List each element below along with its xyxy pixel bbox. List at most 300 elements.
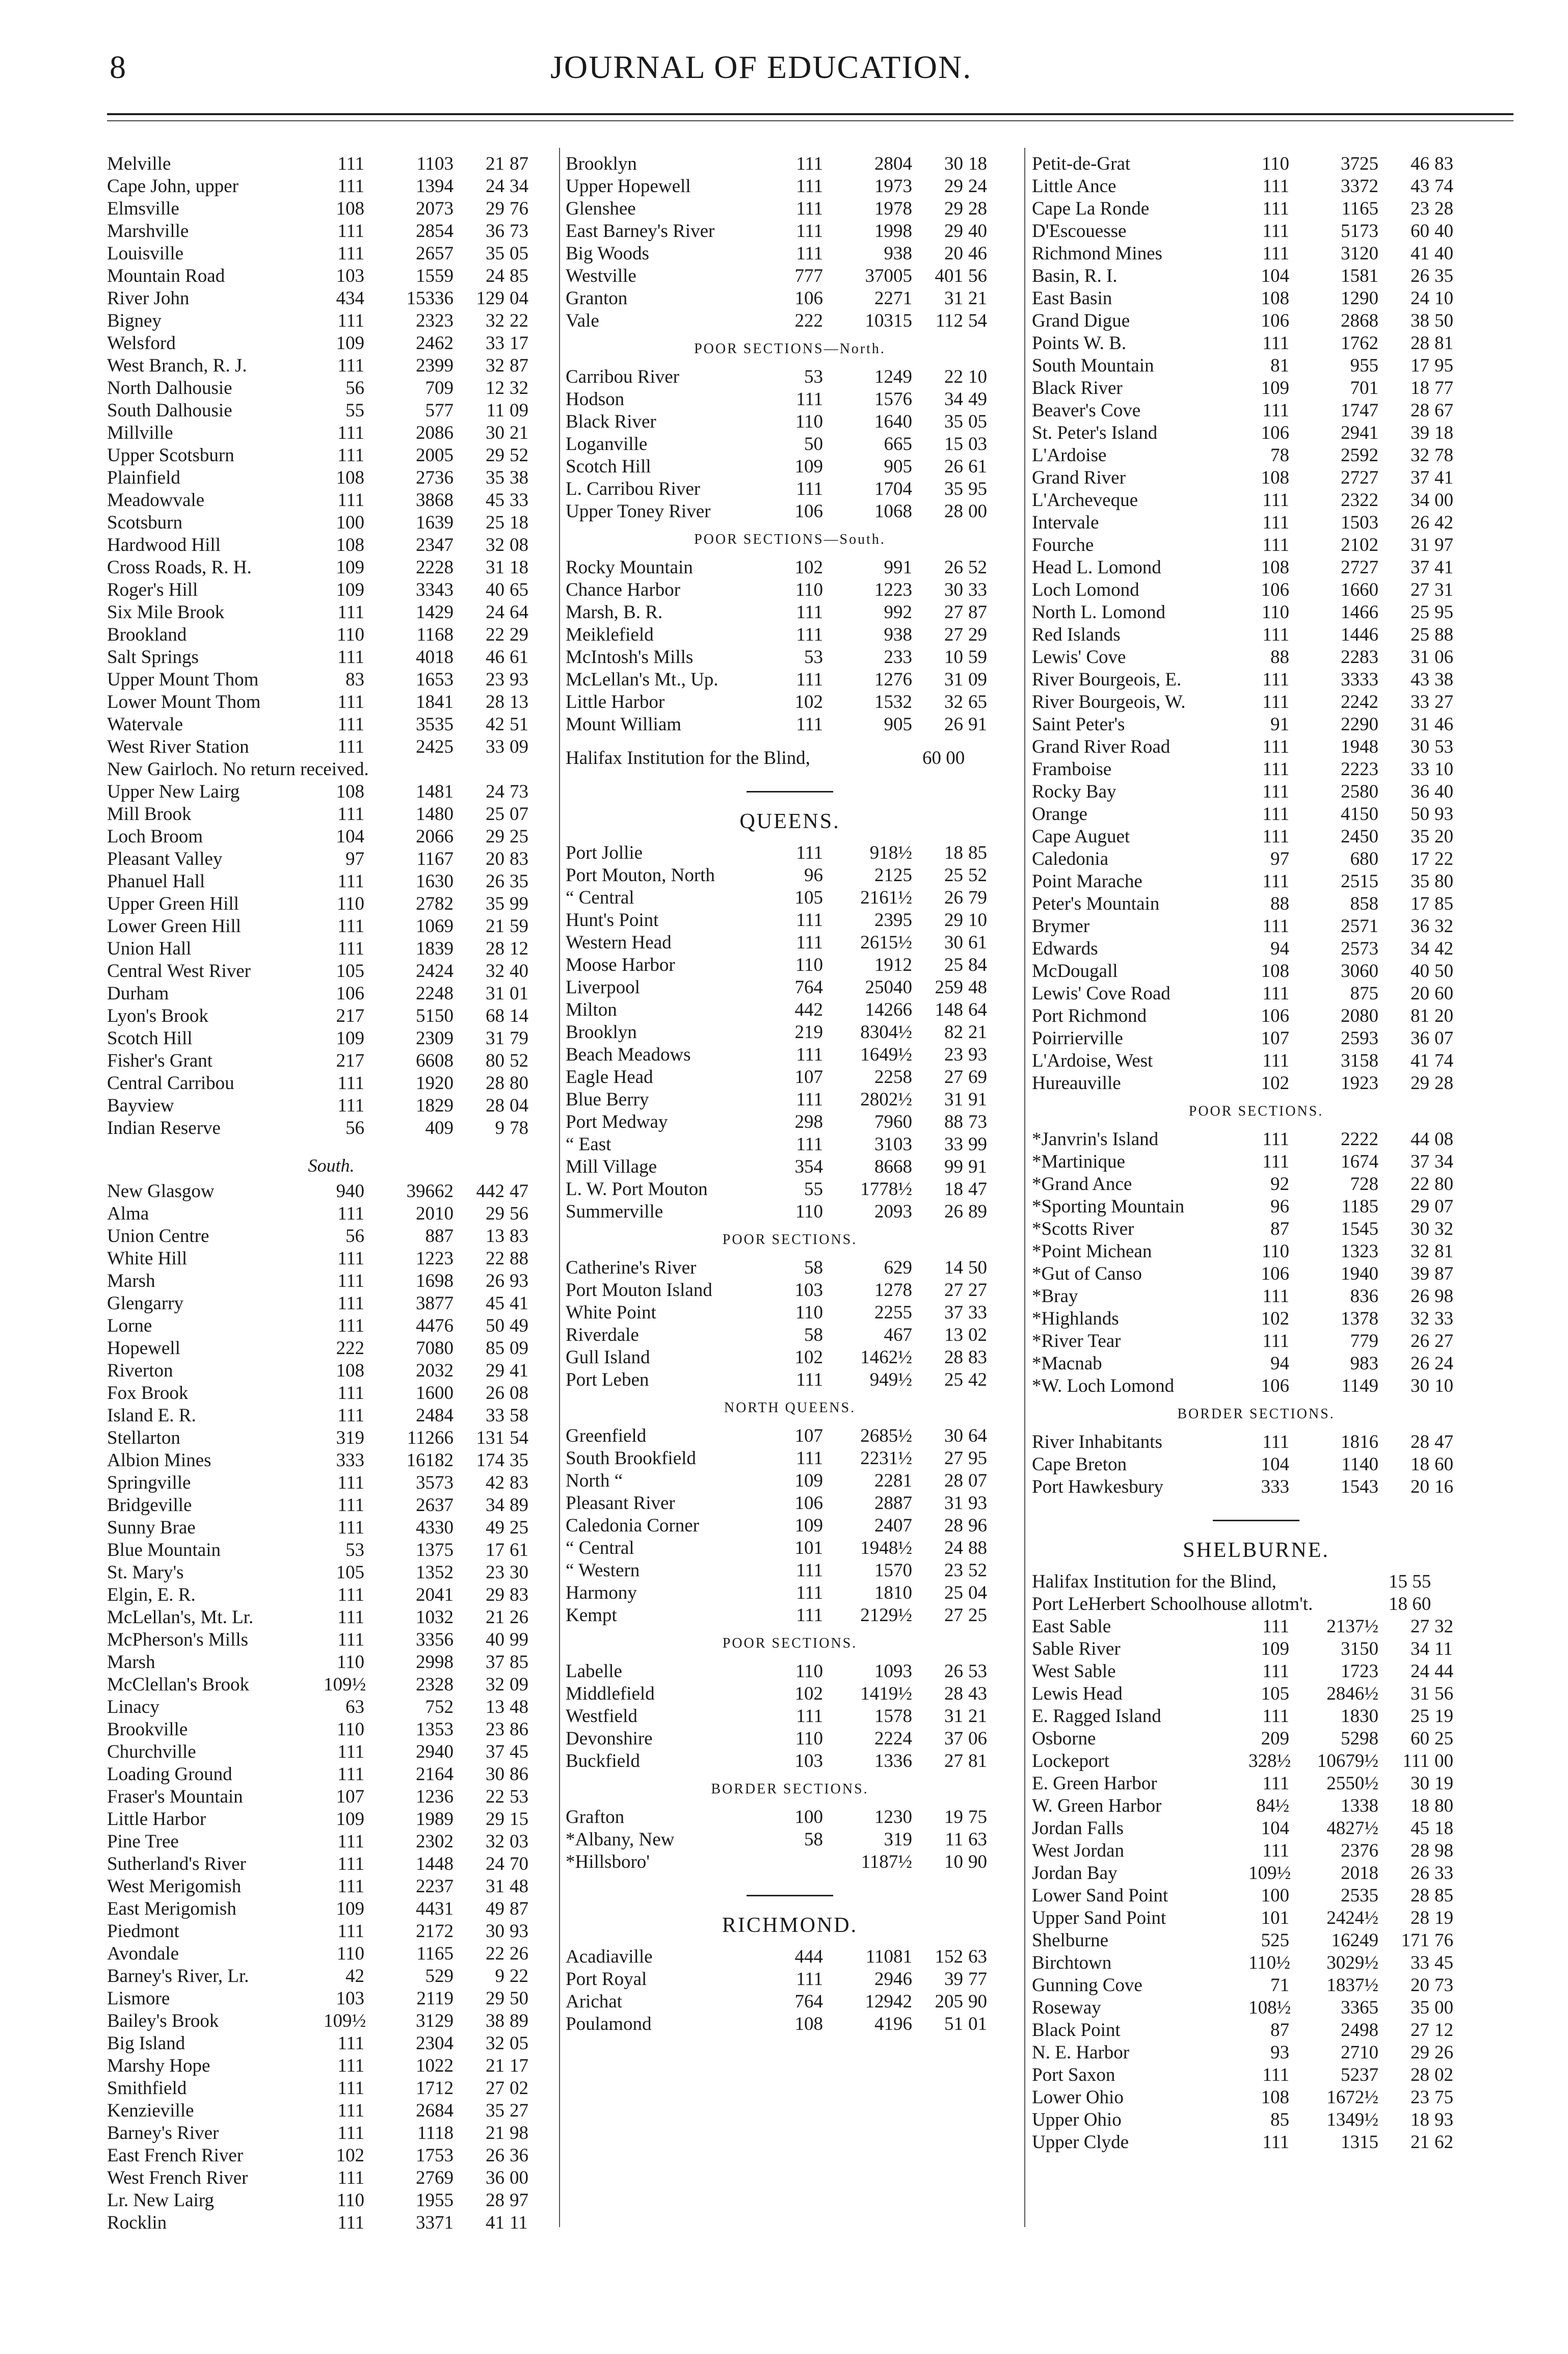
attendance-value: 1570 (874, 1560, 912, 1581)
section-name: Indian Reserve (107, 1118, 221, 1139)
grant-cents: 35 (510, 1450, 528, 1471)
attendance-value: 10315 (865, 310, 912, 331)
section-name: Upper Clyde (1032, 2132, 1129, 2153)
grant-cents: 12 (510, 938, 528, 959)
grant-dollars: 46 (486, 647, 504, 668)
days-value: 111 (796, 1582, 823, 1603)
grant-cents: 05 (968, 411, 987, 432)
section-name: Pleasant River (566, 1493, 675, 1514)
section-name: L. Carribou River (566, 479, 701, 499)
section-name: Jordan Bay (1032, 1863, 1118, 1884)
days-value: 777 (794, 266, 823, 286)
attendance-value: 2782 (416, 893, 454, 914)
attendance-value: 4330 (416, 1517, 454, 1538)
grant-dollars: 12 (486, 378, 504, 399)
section-name: Liverpool (566, 977, 640, 998)
section-name: Labelle (566, 1661, 622, 1682)
grant-dollars: 34 (1411, 1638, 1429, 1659)
grant-dollars: 32 (486, 310, 504, 331)
grant-cents: 40 (968, 221, 987, 242)
grant-cents: 10 (1434, 1376, 1453, 1396)
days-value: 111 (796, 714, 823, 735)
grant-dollars: 26 (1411, 1331, 1429, 1352)
attendance-value: 1698 (416, 1271, 454, 1291)
grant-cents: 06 (1434, 647, 1453, 668)
grant-dollars: 259 (935, 977, 963, 998)
grant-dollars: 26 (944, 887, 963, 908)
grant-dollars: 29 (486, 1809, 504, 1830)
attendance-value: 1753 (416, 2145, 454, 2166)
days-value: 111 (337, 2212, 364, 2233)
grant-cents: 27 (968, 1280, 987, 1301)
table-row (1032, 938, 1480, 960)
attendance-value: 5298 (1341, 1728, 1378, 1749)
days-value: 84½ (1256, 1795, 1289, 1816)
grant-dollars: 26 (1411, 512, 1429, 533)
days-value: 105 (336, 1562, 364, 1583)
grant-dollars: 17 (486, 1540, 504, 1560)
section-name: Harmony (566, 1582, 637, 1603)
section-name: Fourche (1032, 535, 1094, 556)
grant-cents: 53 (1434, 736, 1453, 757)
section-name: Blue Mountain (107, 1540, 221, 1560)
attendance-value: 3343 (416, 579, 454, 600)
section-name: *Albany, New (566, 1829, 675, 1850)
days-value: 104 (336, 826, 364, 847)
attendance-value: 629 (884, 1257, 912, 1278)
section-name: Elmsville (107, 198, 179, 219)
grant-cents: 41 (510, 1360, 528, 1381)
section-name: *Sporting Mountain (1032, 1196, 1185, 1217)
days-value: 106 (794, 501, 823, 522)
days-value: 111 (1262, 1286, 1289, 1307)
attendance-value: 2224 (874, 1728, 912, 1749)
attendance-value: 1466 (1341, 602, 1378, 623)
grant-dollars: 152 (935, 1946, 963, 1967)
section-name: Fraser's Mountain (107, 1786, 243, 1807)
grant-dollars: 31 (1411, 535, 1429, 556)
grant-amount: 18 60 (1389, 1594, 1431, 1615)
section-name: Gunning Cove (1032, 1975, 1142, 1996)
table-row (566, 153, 1014, 175)
subsection-heading: BORDER SECTIONS. (1177, 1406, 1335, 1422)
section-name: L'Ardoise (1032, 445, 1107, 466)
grant-cents: 90 (968, 1991, 987, 2012)
grant-dollars: 31 (944, 1706, 963, 1727)
attendance-value: 577 (425, 400, 454, 421)
attendance-value: 2073 (416, 198, 454, 219)
table-row (107, 489, 555, 512)
table-row (1032, 377, 1480, 400)
grant-cents: 01 (510, 983, 528, 1004)
grant-dollars: 30 (1411, 1219, 1429, 1239)
row-text: Halifax Institution for the Blind, (566, 748, 810, 769)
days-value: 111 (1262, 198, 1289, 219)
grant-dollars: 31 (486, 1876, 504, 1897)
grant-cents: 07 (1434, 1028, 1453, 1049)
grant-cents: 30 (510, 1562, 528, 1583)
grant-dollars: 30 (1411, 1376, 1429, 1396)
table-row (107, 2010, 555, 2032)
days-value: 108 (1261, 961, 1289, 982)
section-name: Lyon's Brook (107, 1006, 208, 1026)
attendance-value: 836 (1350, 1286, 1378, 1307)
table-row (566, 932, 1014, 954)
grant-cents: 09 (510, 1338, 528, 1359)
days-value: 97 (1270, 849, 1289, 869)
grant-dollars: 27 (944, 602, 963, 623)
grant-cents: 28 (968, 198, 987, 219)
attendance-value: 1600 (416, 1383, 454, 1404)
attendance-value: 3356 (416, 1629, 454, 1650)
county-heading: SHELBURNE. (1183, 1539, 1330, 1562)
table-row (566, 243, 1014, 265)
table-row (107, 1853, 555, 1875)
attendance-value: 2137½ (1326, 1616, 1378, 1637)
section-name: River Bourgeois, E. (1032, 669, 1182, 690)
attendance-value: 3535 (416, 714, 454, 735)
grant-dollars: 35 (1411, 826, 1429, 847)
grant-dollars: 26 (944, 1661, 963, 1682)
table-row (566, 1089, 1014, 1111)
table-row (107, 1180, 555, 1203)
grant-dollars: 32 (1411, 1241, 1429, 1262)
grant-dollars: 32 (486, 2033, 504, 2054)
grant-dollars: 35 (486, 243, 504, 264)
grant-dollars: 13 (486, 1697, 504, 1717)
grant-cents: 48 (510, 1876, 528, 1897)
grant-dollars: 35 (486, 2100, 504, 2121)
grant-dollars: 30 (944, 932, 963, 953)
days-value: 58 (804, 1829, 823, 1850)
grant-dollars: 35 (1411, 871, 1429, 892)
attendance-value: 1948½ (860, 1538, 912, 1558)
days-value: 102 (794, 557, 823, 578)
section-name: Upper New Lairg (107, 781, 240, 802)
section-name: Brooklyn (566, 1022, 637, 1043)
attendance-value: 2255 (874, 1302, 912, 1323)
days-value: 111 (1262, 804, 1289, 825)
section-name: Caledonia (1032, 849, 1109, 869)
table-row (1032, 1616, 1480, 1638)
table-row (1032, 579, 1480, 601)
section-name: Lismore (107, 1988, 170, 2009)
section-name: West River Station (107, 736, 249, 757)
grant-dollars: 24 (1411, 1661, 1429, 1682)
attendance-value: 39662 (406, 1181, 454, 1202)
grant-dollars: 32 (1411, 445, 1429, 466)
table-row (1032, 1817, 1480, 1840)
attendance-value: 1576 (874, 389, 912, 410)
days-value: 111 (337, 1405, 364, 1426)
grant-dollars: 28 (1411, 1432, 1429, 1452)
days-value: 111 (337, 2033, 364, 2054)
section-name: Port Medway (566, 1112, 668, 1132)
grant-cents: 49 (510, 1315, 528, 1336)
grant-cents: 18 (968, 153, 987, 174)
grant-dollars: 25 (944, 955, 963, 975)
section-name: Marshville (107, 221, 189, 242)
grant-dollars: 42 (486, 714, 504, 735)
grant-dollars: 17 (1411, 893, 1429, 914)
days-value: 111 (1262, 490, 1289, 511)
grant-cents: 83 (1434, 153, 1453, 174)
section-name: Little Harbor (566, 692, 665, 712)
days-value: 111 (337, 1293, 364, 1314)
grant-dollars: 33 (486, 333, 504, 354)
table-row (107, 960, 555, 983)
grant-cents: 33 (1434, 1308, 1453, 1329)
section-divider (1032, 1510, 1480, 1530)
grant-cents: 87 (510, 1898, 528, 1919)
subsection-heading: POOR SECTIONS—North. (694, 341, 886, 357)
section-name: Fox Brook (107, 1383, 189, 1404)
grant-cents: 18 (510, 557, 528, 578)
attendance-value: 1660 (1341, 579, 1378, 600)
table-row (566, 1279, 1014, 1302)
days-value: 111 (337, 916, 364, 937)
grant-cents: 83 (968, 1347, 987, 1368)
grant-dollars: 38 (486, 2011, 504, 2031)
grant-cents: 85 (1434, 1885, 1453, 1906)
table-row (566, 366, 1014, 388)
section-name: *Scotts River (1032, 1219, 1134, 1239)
section-name: Vale (566, 310, 599, 331)
grant-dollars: 10 (944, 647, 963, 668)
table-row (1032, 1907, 1480, 1929)
section-name: “ Western (566, 1560, 640, 1581)
section-name: L'Ardoise, West (1032, 1050, 1153, 1071)
grant-dollars: 30 (944, 1425, 963, 1446)
table-row (566, 864, 1014, 887)
grant-cents: 61 (968, 932, 987, 953)
attendance-value: 5150 (416, 1006, 454, 1026)
journal-title: JOURNAL OF EDUCATION. (550, 49, 972, 85)
section-name: Union Centre (107, 1226, 209, 1247)
attendance-value: 37005 (865, 266, 912, 286)
grant-cents: 09 (510, 1674, 528, 1695)
days-value: 111 (337, 1073, 364, 1094)
table-row (107, 1449, 555, 1472)
grant-cents: 50 (968, 1257, 987, 1278)
days-value: 111 (337, 1383, 364, 1404)
grant-cents: 80 (1434, 1795, 1453, 1816)
section-name: River Bourgeois, W. (1032, 692, 1186, 712)
subsection-heading: POOR SECTIONS. (722, 1635, 858, 1651)
attendance-value: 3371 (416, 2212, 454, 2233)
grant-dollars: 23 (1411, 198, 1429, 219)
table-row (107, 826, 555, 848)
grant-dollars: 27 (944, 1067, 963, 1088)
grant-dollars: 60 (1411, 221, 1429, 242)
grant-cents: 98 (510, 2123, 528, 2144)
attendance-value: 3103 (874, 1134, 912, 1155)
grant-cents: 29 (968, 624, 987, 645)
grant-cents: 07 (510, 804, 528, 825)
attendance-value: 2290 (1341, 714, 1378, 735)
attendance-value: 1778½ (860, 1179, 912, 1200)
days-value: 111 (337, 804, 364, 825)
attendance-value: 1640 (874, 411, 912, 432)
attendance-value: 1923 (1341, 1073, 1378, 1094)
table-row (566, 1044, 1014, 1066)
grant-cents: 64 (968, 999, 987, 1020)
days-value: 111 (796, 389, 823, 410)
attendance-value: 2940 (416, 1741, 454, 1762)
days-value: 111 (337, 310, 364, 331)
table-row (107, 2100, 555, 2122)
days-value: 111 (1262, 1432, 1289, 1452)
days-value: 104 (1261, 1818, 1289, 1839)
section-name: Port Mouton, North (566, 865, 715, 886)
days-value: 97 (346, 849, 364, 869)
attendance-value: 1481 (416, 781, 454, 802)
table-row (566, 478, 1014, 500)
attendance-value: 1810 (874, 1582, 912, 1603)
days-value: 109 (336, 579, 364, 600)
grant-cents: 35 (510, 871, 528, 892)
grant-dollars: 33 (486, 1405, 504, 1426)
days-value: 56 (346, 1226, 364, 1247)
days-value: 219 (794, 1022, 823, 1043)
grant-cents: 28 (1434, 1073, 1453, 1094)
table-row (107, 1584, 555, 1606)
grant-cents: 80 (1434, 1174, 1453, 1195)
grant-dollars: 31 (1411, 647, 1429, 668)
attendance-value: 11266 (407, 1427, 454, 1448)
grant-cents: 24 (1434, 1353, 1453, 1374)
grant-dollars: 26 (944, 1201, 963, 1222)
days-value: 106 (794, 1493, 823, 1514)
table-row (107, 265, 555, 287)
grant-dollars: 20 (486, 849, 504, 869)
days-value: 56 (346, 378, 364, 399)
section-name: *Highlands (1032, 1308, 1119, 1329)
grant-dollars: 23 (1411, 2087, 1429, 2108)
row-text: New Gairloch. No return received. (107, 759, 369, 780)
section-name: Kenzieville (107, 2100, 194, 2121)
grant-cents: 93 (510, 1921, 528, 1942)
grant-dollars: 9 (495, 1966, 504, 1987)
days-value: 111 (337, 692, 364, 712)
table-row (1032, 1240, 1480, 1263)
attendance-value: 8304½ (860, 1022, 912, 1043)
table-row (1032, 870, 1480, 893)
grant-dollars: 80 (486, 1050, 504, 1071)
grant-cents: 53 (510, 1786, 528, 1807)
table-row (566, 1559, 1014, 1582)
grant-dollars: 24 (944, 1538, 963, 1558)
table-row (566, 713, 1014, 736)
days-value: 111 (337, 1472, 364, 1493)
days-value: 111 (337, 647, 364, 668)
section-name: Beach Meadows (566, 1044, 691, 1065)
attendance-value: 2395 (874, 910, 912, 931)
attendance-value: 1912 (874, 955, 912, 975)
section-name: Caledonia Corner (566, 1515, 699, 1536)
grant-dollars: 26 (944, 456, 963, 477)
days-value: 108 (1261, 2087, 1289, 2108)
attendance-value: 2041 (416, 1584, 454, 1605)
attendance-value: 2304 (416, 2033, 454, 2054)
grant-dollars: 50 (1411, 804, 1429, 825)
grant-cents: 88 (968, 1538, 987, 1558)
attendance-value: 1223 (874, 579, 912, 600)
days-value: 81 (1270, 355, 1289, 376)
section-name: Cape John, upper (107, 176, 238, 197)
days-value: 328½ (1248, 1751, 1291, 1771)
section-name: Moose Harbor (566, 955, 675, 975)
grant-cents: 00 (1434, 1997, 1453, 2018)
grant-cents: 93 (1434, 2109, 1453, 2130)
attendance-value: 467 (884, 1325, 912, 1345)
grant-dollars: 174 (476, 1450, 504, 1471)
grant-dollars: 34 (1411, 490, 1429, 511)
grant-dollars: 38 (1411, 310, 1429, 331)
days-value: 63 (346, 1697, 364, 1717)
section-name: Edwards (1032, 938, 1098, 959)
section-name: Phanuel Hall (107, 871, 205, 892)
attendance-value: 2710 (1341, 2042, 1378, 2063)
grant-dollars: 28 (486, 1095, 504, 1116)
section-name: Springville (107, 1472, 191, 1493)
table-row (107, 1072, 555, 1095)
grant-cents: 16 (1434, 1476, 1453, 1497)
grant-dollars: 35 (1411, 1997, 1429, 2018)
days-value: 107 (794, 1067, 823, 1088)
grant-cents: 03 (968, 434, 987, 455)
section-name: Milton (566, 999, 617, 1020)
grant-dollars: 33 (1411, 759, 1429, 780)
days-value: 111 (796, 176, 823, 197)
grant-dollars: 27 (1411, 2020, 1429, 2041)
grant-dollars: 148 (935, 999, 963, 1020)
table-row (107, 758, 555, 781)
table-row (107, 1763, 555, 1786)
days-value: 111 (1262, 759, 1289, 780)
table-row (1032, 713, 1480, 736)
attendance-value: 4150 (1341, 804, 1378, 825)
section-name: Loganville (566, 434, 648, 455)
section-name: Glenshee (566, 198, 636, 219)
table-row (1032, 669, 1480, 691)
table-row (1032, 489, 1480, 512)
attendance-value: 3158 (1341, 1050, 1378, 1071)
grant-cents: 46 (968, 243, 987, 264)
days-value: 108½ (1248, 1997, 1291, 2018)
grant-cents: 47 (510, 1181, 528, 1202)
table-row (107, 915, 555, 938)
grant-dollars: 60 (1411, 1728, 1429, 1749)
table-row (107, 870, 555, 893)
grant-cents: 83 (510, 1472, 528, 1493)
days-value: 108 (1261, 467, 1289, 488)
days-value: 111 (1262, 1050, 1289, 1071)
table-row (1032, 2109, 1480, 2131)
days-value: 111 (796, 1369, 823, 1390)
attendance-value: 1315 (1341, 2132, 1378, 2153)
grant-dollars: 28 (1411, 1840, 1429, 1861)
grant-cents: 81 (1434, 333, 1453, 354)
grant-dollars: 29 (486, 1988, 504, 2009)
attendance-value: 1249 (874, 366, 912, 387)
grant-cents: 52 (968, 1560, 987, 1581)
grant-cents: 93 (510, 669, 528, 690)
table-row (1032, 1476, 1480, 1498)
section-name: North L. Lomond (1032, 602, 1166, 623)
grant-dollars: 31 (1411, 714, 1429, 735)
section-name: L'Archeveque (1032, 490, 1138, 511)
